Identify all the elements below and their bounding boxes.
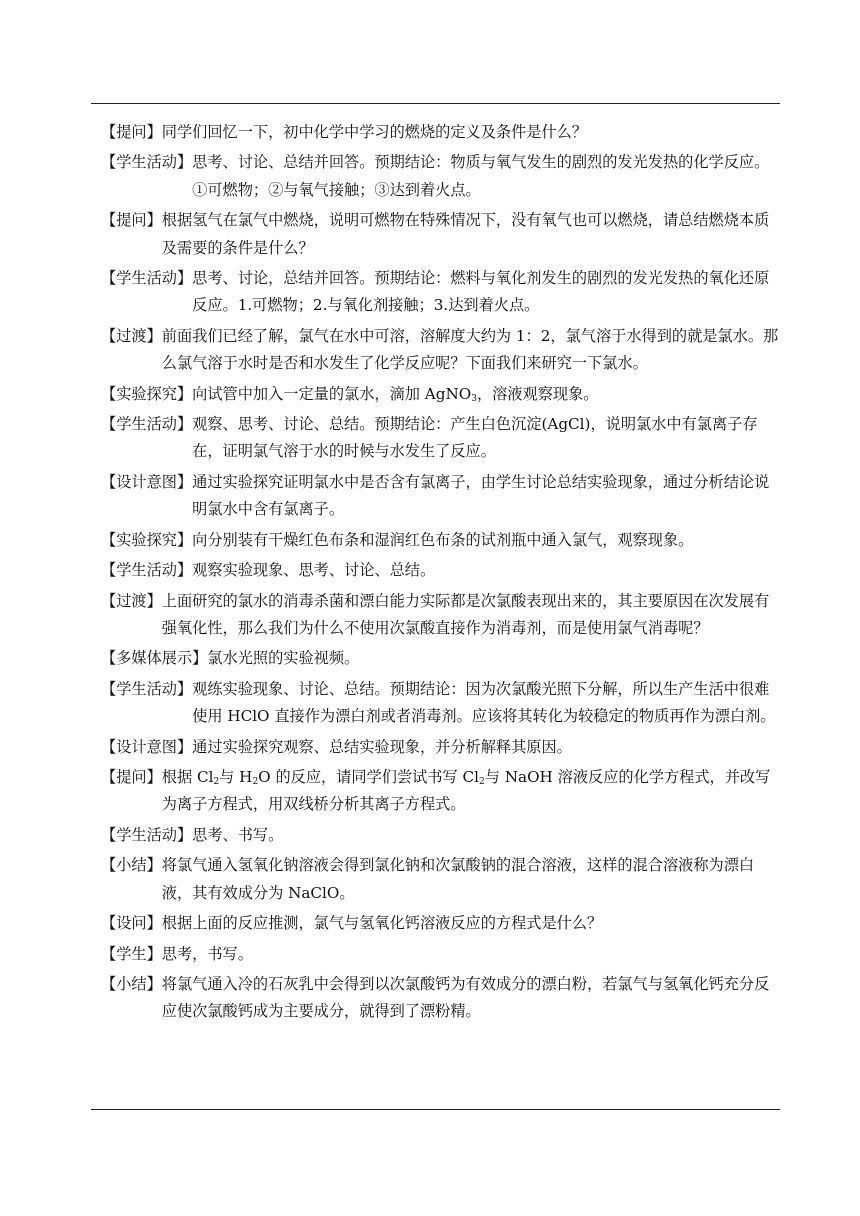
paragraph-text: 将氯气通入冷的石灰乳中会得到以次氯酸钙为有效成分的漂白粉，若氯气与氢氧化钙充分反应使次氯酸钙成为主要成分，就得到了漂粉精。 (161, 975, 770, 1021)
paragraph-text: 前面我们已经了解，氯气在水中可溶，溶解度大约为 1：2，氯气溶于水得到的就是氯水。那么氯气溶于水时是否和水发生了化学反应呢？下面我们来研究一下氯水。 (161, 326, 779, 373)
paragraph-text: 通过实验探究观察、总结实验现象，并分析解释其原因。 (192, 737, 572, 756)
paragraph-1 (101, 119, 781, 146)
paragraph-text: 思考、书写。 (192, 825, 284, 844)
paragraph-label: 【设问】 (101, 914, 162, 933)
paragraph-label: 【提问】 (101, 123, 162, 141)
document-body (101, 119, 781, 1029)
paragraph-text: 上面研究的氯水的消毒杀菌和漂白能力实际都是次氯酸表现出来的，其主要原因在次发展有强氧化性，那么我们为什么不使用次氯酸直接作为消毒剂，而是使用氯气消毒呢？ (161, 591, 770, 637)
paragraph-5 (101, 323, 781, 378)
paragraph-6 (101, 381, 781, 408)
paragraph-label: 【设计意图】 (101, 737, 193, 756)
paragraph-label: 【学生活动】 (101, 679, 193, 698)
paragraph-12 (101, 645, 781, 672)
paragraph-14 (101, 734, 781, 761)
paragraph-label: 【学生活动】 (101, 153, 193, 172)
paragraph-label: 【提问】 (101, 768, 162, 787)
paragraph-3 (101, 207, 781, 262)
paragraph-label: 【过渡】 (101, 591, 162, 610)
paragraph-label: 【多媒体展示】 (101, 649, 208, 668)
paragraph-text: 根据 $Cl_2$与 $H_2O$ 的反应，请同学们尝试书写 $Cl_2$与 NaOH 溶液反应的化学方程式，并改写为离子方程式，用双线桥分析其离子方程式。 (161, 768, 771, 814)
paragraph-text: 将氯气通入氢氧化钠溶液会得到氯化钠和次氯酸钠的混合溶液，这样的混合溶液称为漂白液，其有效成分为 NaClO。 (161, 856, 755, 902)
paragraph-label: 【实验探究】 (101, 530, 193, 549)
paragraph-label: 【学生活动】 (101, 825, 193, 844)
paragraph-text: 根据氢气在氯气中燃烧，说明可燃物在特殊情况下，没有氧气也可以燃烧，请总结燃烧本质及需要的条件是什么？ (161, 211, 770, 257)
paragraph-label: 【实验探究】 (101, 384, 193, 403)
paragraph-label: 【设计意图】 (101, 472, 193, 491)
paragraph-17 (101, 852, 781, 907)
paragraph-text: 思考，书写。 (161, 944, 253, 963)
paragraph-10 (101, 557, 781, 584)
paragraph-13 (101, 676, 781, 731)
paragraph-label: 【提问】 (101, 211, 162, 230)
paragraph-text: 思考、讨论、总结并回答。预期结论：物质与氧气发生的剧烈的发光发热的化学反应。①可燃物；②与氧气接触；③达到着火点。 (192, 153, 770, 199)
paragraph-label: 【学生活动】 (101, 561, 193, 580)
paragraph-11 (101, 588, 781, 643)
paragraph-text: 向试管中加入一定量的氯水，滴加 AgNO$_3$，溶液观察现象。 (192, 384, 599, 404)
paragraph-text: 向分别装有干燥红色布条和湿润红色布条的试剂瓶中通入氯气，观察现象。 (192, 530, 694, 549)
paragraph-text: 氯水光照的实验视频。 (207, 649, 360, 668)
paragraph-4 (101, 265, 781, 320)
paragraph-text: 观练实验现象、讨论、总结。预期结论：因为次氯酸光照下分解，所以生产生活中很难使用 HClO 直接作为漂白剂或者消毒剂。应该将其转化为较稳定的物质再作为漂白剂。 (192, 679, 776, 726)
paragraph-text: 通过实验探究证明氯水中是否含有氯离子，由学生讨论总结实验现象，通过分析结论说明氯水中含有氯离子。 (192, 472, 770, 519)
footer-rule (91, 1109, 780, 1110)
paragraph-15 (101, 764, 781, 819)
paragraph-16 (101, 822, 781, 849)
paragraph-label: 【学生活动】 (101, 415, 193, 434)
paragraph-text: 思考、讨论，总结并回答。预期结论：燃料与氧化剂发生的剧烈的发光发热的氧化还原反应。1.可燃物；2.与氧化剂接触；3.达到着火点。 (192, 269, 770, 315)
paragraph-18 (101, 910, 781, 937)
paragraph-label: 【过渡】 (101, 326, 162, 345)
paragraph-label: 【小结】 (101, 975, 162, 994)
paragraph-7 (101, 411, 781, 466)
paragraph-label: 【学生】 (101, 944, 162, 963)
paragraph-text: 同学们回忆一下，初中化学中学习的燃烧的定义及条件是什么？ (161, 123, 587, 141)
paragraph-label: 【小结】 (101, 856, 162, 875)
paragraph-text: 观察、思考、讨论、总结。预期结论：产生白色沉淀(AgCl)，说明氯水中有氯离子存在，证明氯气溶于水的时候与水发生了反应。 (192, 415, 758, 461)
paragraph-text: 观察实验现象、思考、讨论、总结。 (192, 561, 436, 580)
paragraph-9 (101, 527, 781, 554)
paragraph-8 (101, 469, 781, 524)
paragraph-20 (101, 971, 781, 1026)
header-rule (91, 103, 780, 104)
paragraph-label: 【学生活动】 (101, 269, 193, 288)
paragraph-text: 根据上面的反应推测，氯气与氢氧化钙溶液反应的方程式是什么？ (161, 914, 603, 933)
paragraph-19 (101, 941, 781, 968)
paragraph-2 (101, 149, 781, 204)
